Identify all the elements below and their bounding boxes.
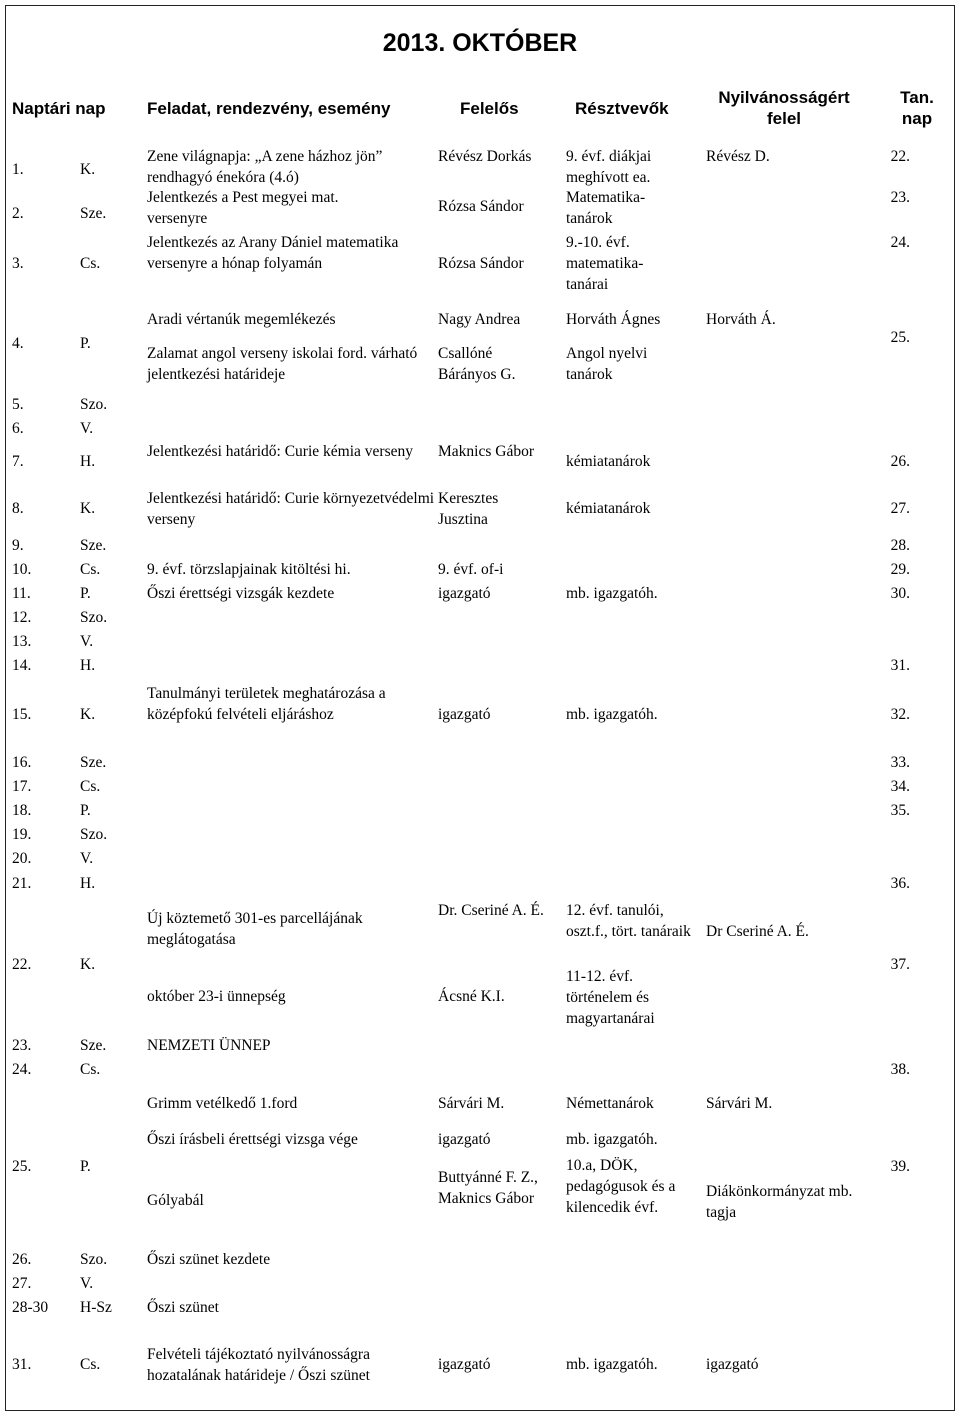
weekday: V. [80,633,94,650]
event-text: Zalamat angol verseny iskolai ford. várható jelentkezési határideje [147,345,418,383]
weekday: Sze. [80,205,107,222]
event-text: Jelentkezési határidő: Curie környezetvédelmi verseny [147,490,435,528]
responsible: Révész Dorkás [438,148,532,165]
header-resp: Felelős [460,99,519,118]
participants: 10.a, DÖK, pedagógusok és a kilencedik évf. [566,1157,676,1216]
participants: Horváth Ágnes [566,311,661,328]
day-number: 25. [12,1158,32,1175]
responsible: Rózsa Sándor [438,255,524,272]
weekday: Sze. [80,1037,107,1054]
responsible: 9. évf. of-i [438,561,504,578]
responsible: igazgató [438,706,491,723]
participants: Angol nyelvi tanárok [566,345,648,383]
day-number: 23. [12,1037,32,1054]
school-day-number: 29. [890,561,910,578]
day-number: 20. [12,850,32,867]
school-day-number: 31. [890,657,910,674]
school-day-number: 26. [890,453,910,470]
day-number: 10. [12,561,32,578]
event-text: 9. évf. törzslapjainak kitöltési hi. [147,561,351,578]
school-day-number: 35. [890,802,910,819]
day-number: 26. [12,1251,32,1268]
responsible: Keresztes Jusztina [438,490,499,528]
participants: 9.-10. évf. matematika-tanárai [566,234,644,293]
day-number: 18. [12,802,32,819]
day-number: 11. [12,585,31,602]
participants: 12. évf. tanulói, oszt.f., tört. tanáraik [566,902,691,940]
responsible: Buttyánné F. Z., Maknics Gábor [438,1169,538,1207]
header-pub: Nyilvánosságért felel [718,88,850,128]
event-text: NEMZETI ÜNNEP [147,1037,271,1054]
responsible: igazgató [438,585,491,602]
weekday: P. [80,335,91,352]
publicity-owner: Diákönkormányzat mb. tagja [706,1183,853,1221]
publicity-owner: Sárvári M. [706,1095,773,1112]
participants: kémiatanárok [566,453,651,470]
event-text: Tanulmányi területek meghatározása a középfokú felvételi eljáráshoz [147,685,386,723]
event-text: Őszi szünet [147,1299,219,1316]
header-part: Résztvevők [575,99,669,118]
day-number: 21. [12,875,32,892]
event-text: Gólyabál [147,1192,204,1209]
weekday: Cs. [80,778,101,795]
weekday: Cs. [80,255,101,272]
weekday: Sze. [80,537,107,554]
school-day-number: 22. [890,148,910,165]
school-day-number: 33. [890,754,910,771]
participants: Némettanárok [566,1095,654,1112]
day-number: 7. [12,453,24,470]
school-day-number: 30. [890,585,910,602]
school-day-number: 23. [890,189,910,206]
weekday: P. [80,585,91,602]
responsible: Nagy Andrea [438,311,521,328]
day-number: 24. [12,1061,32,1078]
weekday: K. [80,956,96,973]
weekday: P. [80,802,91,819]
event-text: Aradi vértanúk megemlékezés [147,311,336,328]
publicity-owner: igazgató [706,1356,759,1373]
publicity-owner: Révész D. [706,148,770,165]
responsible: Dr. Cseriné A. É. [438,902,544,919]
participants: 9. évf. diákjai meghívott ea. [566,148,652,186]
weekday: Szo. [80,609,108,626]
event-text: Új köztemető 301-es parcellájának meglátogatása [147,910,363,948]
day-number: 13. [12,633,32,650]
event-text: Jelentkezés az Arany Dániel matematika versenyre a hónap folyamán [147,234,399,272]
participants: mb. igazgatóh. [566,585,658,602]
school-day-number: 25. [890,329,910,346]
event-text: október 23-i ünnepség [147,988,286,1005]
header-task: Feladat, rendezvény, esemény [147,99,391,118]
event-text: Grimm vetélkedő 1.ford [147,1095,298,1112]
participants: mb. igazgatóh. [566,706,658,723]
participants: mb. igazgatóh. [566,1131,658,1148]
day-number: 31. [12,1356,32,1373]
event-text: Őszi érettségi vizsgák kezdete [147,585,335,602]
weekday: K. [80,706,96,723]
participants: 11-12. évf. történelem és magyartanárai [566,968,655,1027]
event-text: Jelentkezés a Pest megyei mat. versenyre [147,189,339,227]
day-number: 1. [12,161,24,178]
weekday: K. [80,161,96,178]
participants: kémiatanárok [566,500,651,517]
event-text: Zene világnapja: „A zene házhoz jön” rendhagyó énekóra (4.ó) [147,148,383,186]
weekday: H. [80,875,96,892]
responsible: Sárvári M. [438,1095,505,1112]
weekday: Szo. [80,1251,108,1268]
weekday: Szo. [80,826,108,843]
day-number: 9. [12,537,24,554]
header-tan: Tan. nap [900,88,934,128]
weekday: H. [80,657,96,674]
school-day-number: 34. [890,778,910,795]
weekday: H-Sz [80,1299,112,1316]
day-number: 5. [12,396,24,413]
day-number: 15. [12,706,32,723]
responsible: igazgató [438,1131,491,1148]
weekday: Cs. [80,1061,101,1078]
weekday: K. [80,500,96,517]
school-day-number: 24. [890,234,910,251]
day-number: 19. [12,826,32,843]
weekday: V. [80,1275,94,1292]
event-text: Felvételi tájékoztató nyilvánosságra hozatalának határideje / Őszi szünet [147,1346,370,1384]
school-day-number: 32. [890,706,910,723]
weekday: Cs. [80,1356,101,1373]
weekday: Sze. [80,754,107,771]
school-day-number: 28. [890,537,910,554]
responsible: Csallóné Bárányos G. [438,345,516,383]
weekday: V. [80,850,94,867]
event-text: Őszi írásbeli érettségi vizsga vége [147,1131,358,1148]
school-day-number: 37. [890,956,910,973]
publicity-owner: Horváth Á. [706,311,776,328]
day-number: 27. [12,1275,32,1292]
day-number: 4. [12,335,24,352]
day-number: 12. [12,609,32,626]
participants: mb. igazgatóh. [566,1356,658,1373]
responsible: igazgató [438,1356,491,1373]
responsible: Maknics Gábor [438,443,534,460]
responsible: Rózsa Sándor [438,198,524,215]
day-number: 6. [12,420,24,437]
event-text: Jelentkezési határidő: Curie kémia verseny [147,443,413,460]
day-number: 17. [12,778,32,795]
weekday: Szo. [80,396,108,413]
school-day-number: 38. [890,1061,910,1078]
header-date: Naptári nap [12,99,106,118]
day-number: 8. [12,500,24,517]
school-day-number: 36. [890,875,910,892]
day-number: 3. [12,255,24,272]
day-number: 2. [12,205,24,222]
day-number: 14. [12,657,32,674]
publicity-owner: Dr Cseriné A. É. [706,923,809,940]
day-number: 16. [12,754,32,771]
day-number: 28-30 [12,1299,49,1316]
weekday: P. [80,1158,91,1175]
responsible: Ácsné K.I. [438,988,505,1005]
weekday: V. [80,420,94,437]
school-day-number: 39. [890,1158,910,1175]
weekday: H. [80,453,96,470]
event-text: Őszi szünet kezdete [147,1251,271,1268]
day-number: 22. [12,956,32,973]
participants: Matematika-tanárok [566,189,646,227]
page-title: 2013. OKTÓBER [382,29,578,57]
school-day-number: 27. [890,500,910,517]
weekday: Cs. [80,561,101,578]
